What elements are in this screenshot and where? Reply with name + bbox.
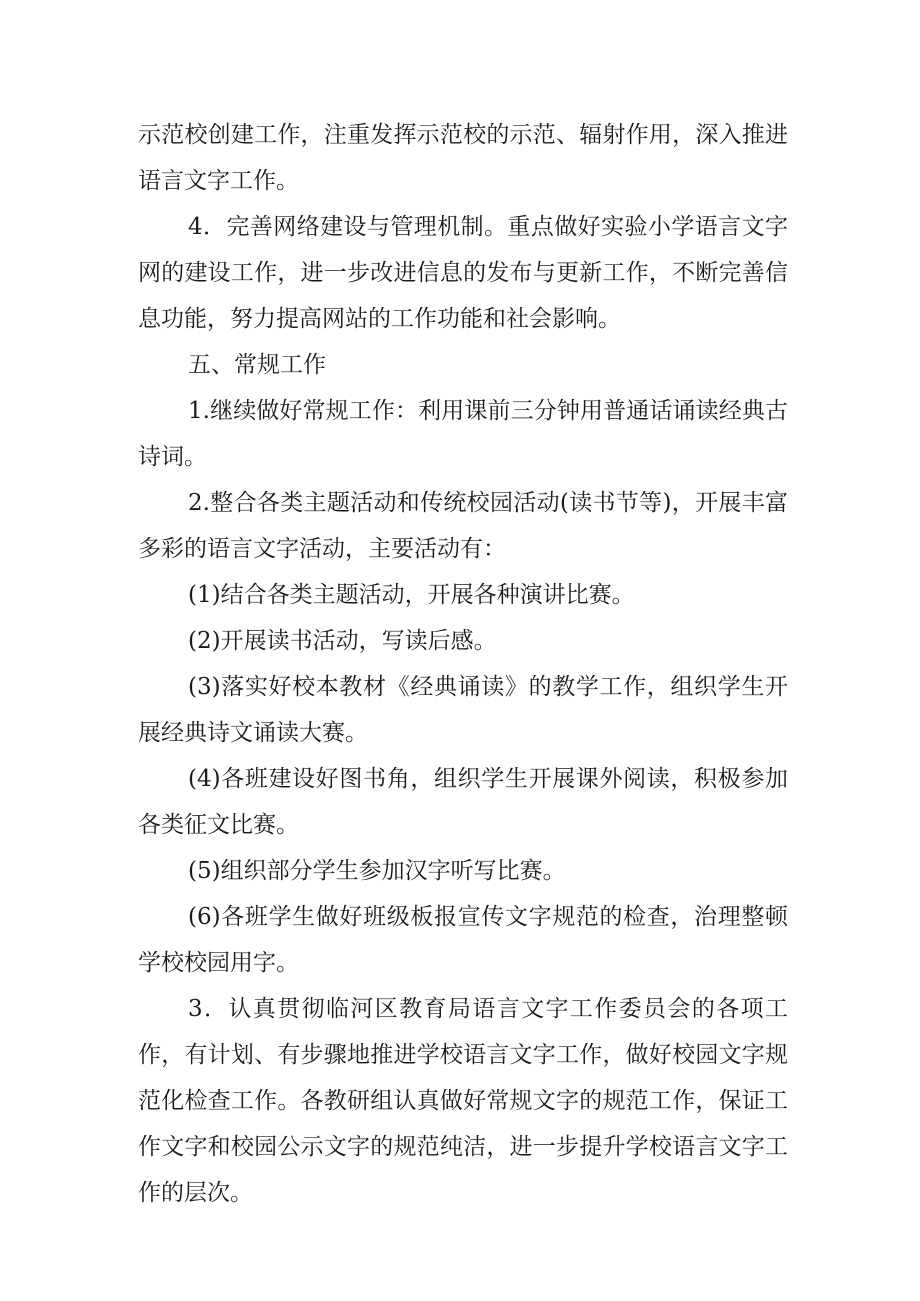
list-item-activity-1: (1)结合各类主题活动，开展各种演讲比赛。	[188, 582, 635, 608]
list-item-activity-4: (4)各班建设好图书角，组织学生开展课外阅读，积极参加各类征文比赛。	[138, 766, 788, 838]
document-body	[138, 112, 788, 1216]
list-item-activity-2: (2)开展读书活动，写读后感。	[188, 628, 497, 654]
paragraph-routine-item-1: 1.继续做好常规工作：利用课前三分钟用普通话诵读经典古诗词。	[138, 398, 788, 470]
paragraph-routine-item-3: 3．认真贯彻临河区教育局语言文字工作委员会的各项工作，有计划、有步骤地推进学校语言文字工作，做好校园文字规范化检查工作。各教研组认真做好常规文字的规范工作，保证工作文字和校园公示文字的规范纯洁，进一步提升学校语言文字工作的层次。	[138, 996, 788, 1206]
paragraph-continuation: 示范校创建工作，注重发挥示范校的示范、辐射作用，深入推进语言文字工作。	[138, 122, 788, 194]
list-item-activity-6: (6)各班学生做好班级板报宣传文字规范的检查，治理整顿学校校园用字。	[138, 904, 788, 976]
paragraph-network-mechanism: 4．完善网络建设与管理机制。重点做好实验小学语言文字网的建设工作，进一步改进信息的发布与更新工作，不断完善信息功能，努力提高网站的工作功能和社会影响。	[138, 214, 788, 332]
paragraph-routine-item-2: 2.整合各类主题活动和传统校园活动(读书节等)，开展丰富多彩的语言文字活动，主要活动有：	[138, 490, 788, 562]
section-heading-routine-work: 五、常规工作	[188, 352, 326, 378]
list-item-activity-5: (5)组织部分学生参加汉字听写比赛。	[188, 858, 566, 884]
list-item-activity-3: (3)落实好校本教材《经典诵读》的教学工作，组织学生开展经典诗文诵读大赛。	[138, 674, 788, 746]
